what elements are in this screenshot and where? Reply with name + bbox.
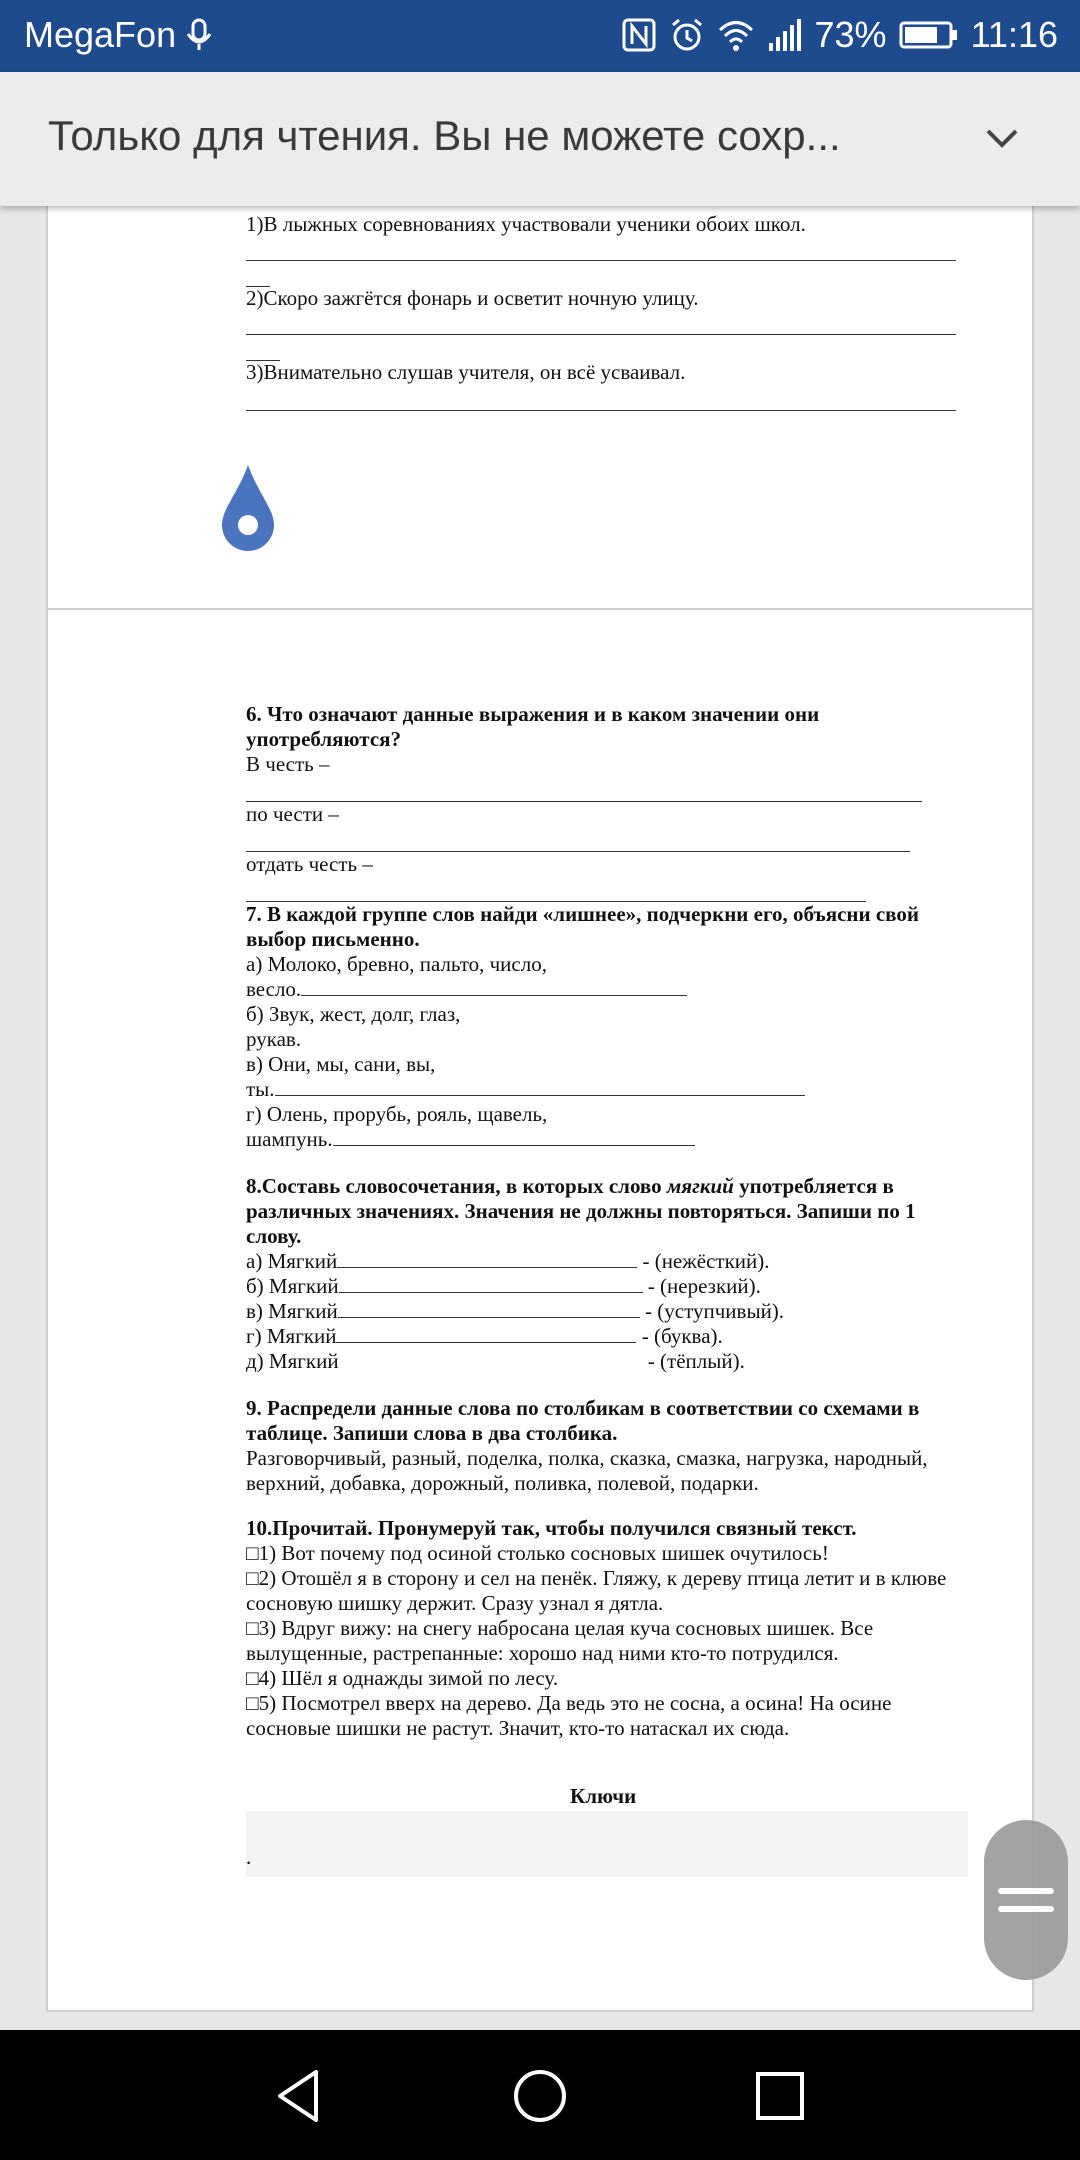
ex7-item-d-line1: г) Олень, прорубь, рояль, щавель, <box>246 1102 548 1126</box>
ex7-item-b: рукав. <box>246 1027 302 1051</box>
ex7-item-c: ты. <box>246 1077 966 1102</box>
nfc-icon <box>621 17 657 53</box>
read-only-banner <box>0 72 1080 206</box>
recents-icon[interactable] <box>750 2066 810 2126</box>
exercise-9 <box>246 1396 966 1496</box>
signal-icon <box>767 17 803 53</box>
page1-sentence-1: 1)В лыжных соревнованиях участвовали ученики обоих школ. <box>246 212 806 236</box>
ex6-item: В честь – <box>246 752 330 776</box>
chevron-down-icon[interactable] <box>982 118 1022 158</box>
answer-line <box>246 334 956 335</box>
answer-blank <box>337 1249 637 1268</box>
back-icon[interactable] <box>270 2066 330 2126</box>
battery-percent: 73% <box>814 14 887 55</box>
clock: 11:16 <box>970 14 1058 55</box>
keys-dot: . <box>246 1845 252 1869</box>
navigation-bar <box>0 2030 1080 2160</box>
exercise-6-title: 6. Что означают данные выражения и в каком значении они употребляются? <box>246 702 820 751</box>
ex7-item-d: шампунь. <box>246 1127 966 1152</box>
text-cursor-drop-icon[interactable] <box>220 463 276 553</box>
answer-blank <box>275 1077 805 1096</box>
home-icon[interactable] <box>510 2066 570 2126</box>
answer-blank <box>339 1274 643 1293</box>
ex7-item-b-line1: б) Звук, жест, долг, глаз, <box>246 1002 461 1026</box>
ex7-item-a-line1: а) Молоко, бревно, пальто, число, <box>246 952 547 976</box>
keys-title: Ключи <box>570 1784 637 1808</box>
ex8-item: а) Мягкий - (нежёсткий). <box>246 1249 770 1273</box>
ex8-item: б) Мягкий - (нерезкий). <box>246 1274 761 1298</box>
status-bar <box>0 0 1080 72</box>
answer-blank <box>338 1299 640 1318</box>
answer-blank <box>336 1324 636 1343</box>
exercise-10-title: 10.Прочитай. Пронумеруй так, чтобы получился связный текст. <box>246 1516 857 1540</box>
ex7-item-a: весло. <box>246 977 966 1002</box>
ex8-item: д) Мягкий - (тёплый). <box>246 1349 745 1373</box>
page1-sentence-2: 2)Скоро зажгётся фонарь и осветит ночную улицу. <box>246 286 699 310</box>
page1-sentence-3: 3)Внимательно слушав учителя, он всё усваивал. <box>246 360 686 384</box>
keys-box <box>246 1811 968 1877</box>
exercise-6 <box>246 702 966 902</box>
ex6-item: по чести – <box>246 802 339 826</box>
answer-line <box>246 410 956 411</box>
answer-line <box>246 260 956 261</box>
ex10-item: □4) Шёл я однажды зимой по лесу. <box>246 1666 559 1690</box>
exercise-9-words: Разговорчивый, разный, поделка, полка, сказка, смазка, нагрузка, народный, верхний, добавка, дорожный, поливка, полевой, подарки. <box>246 1446 928 1495</box>
ex10-item: □1) Вот почему под осиной столько сосновых шишек очутилось! <box>246 1541 829 1565</box>
mic-icon <box>184 18 214 52</box>
answer-blank <box>333 1127 695 1146</box>
exercise-8-title: 8.Составь словосочетания, в которых слово мягкий употребляется в различных значениях. Значения не должны повторяться. Запиши по 1 слову. <box>246 1174 916 1248</box>
scroll-handle[interactable] <box>984 1820 1068 1980</box>
ex10-item: □3) Вдруг вижу: на снегу набросана целая куча сосновых шишек. Все вылущенные, растрепанные: хорошо над ними кто-то потрудился. <box>246 1616 874 1665</box>
ex10-item: □5) Посмотрел вверх на дерево. Да ведь это не сосна, а осина! На осине сосновые шишки не растут. Значит, кто-то натаскал их сюда. <box>246 1691 892 1740</box>
handle-line <box>998 1906 1054 1912</box>
exercise-8 <box>246 1174 966 1374</box>
carrier-name: MegaFon <box>24 14 177 55</box>
handle-line <box>998 1888 1054 1894</box>
ex10-item: □2) Отошёл я в сторону и сел на пенёк. Гляжу, к дереву птица летит и в клюве сосновую шишку держит. Сразу узнал я дятла. <box>246 1566 947 1615</box>
exercise-10 <box>246 1516 966 1741</box>
battery-icon <box>899 19 959 51</box>
ex7-item-c-line1: в) Они, мы, сани, вы, <box>246 1052 436 1076</box>
read-only-message: Только для чтения. Вы не можете сохр... <box>48 112 841 159</box>
exercise-7 <box>246 902 966 1152</box>
ex8-item: г) Мягкий - (буква). <box>246 1324 723 1348</box>
answer-blank <box>301 977 687 996</box>
ex6-item: отдать честь – <box>246 852 373 876</box>
wifi-icon <box>717 17 755 53</box>
exercise-9-title: 9. Распредели данные слова по столбикам в соответствии со схемами в таблице. Запиши слова в два столбика. <box>246 1396 920 1445</box>
ex8-item: в) Мягкий - (уступчивый). <box>246 1299 785 1323</box>
alarm-icon <box>669 17 705 53</box>
exercise-7-title: 7. В каждой группе слов найди «лишнее», подчеркни его, объясни свой выбор письменно. <box>246 902 919 951</box>
